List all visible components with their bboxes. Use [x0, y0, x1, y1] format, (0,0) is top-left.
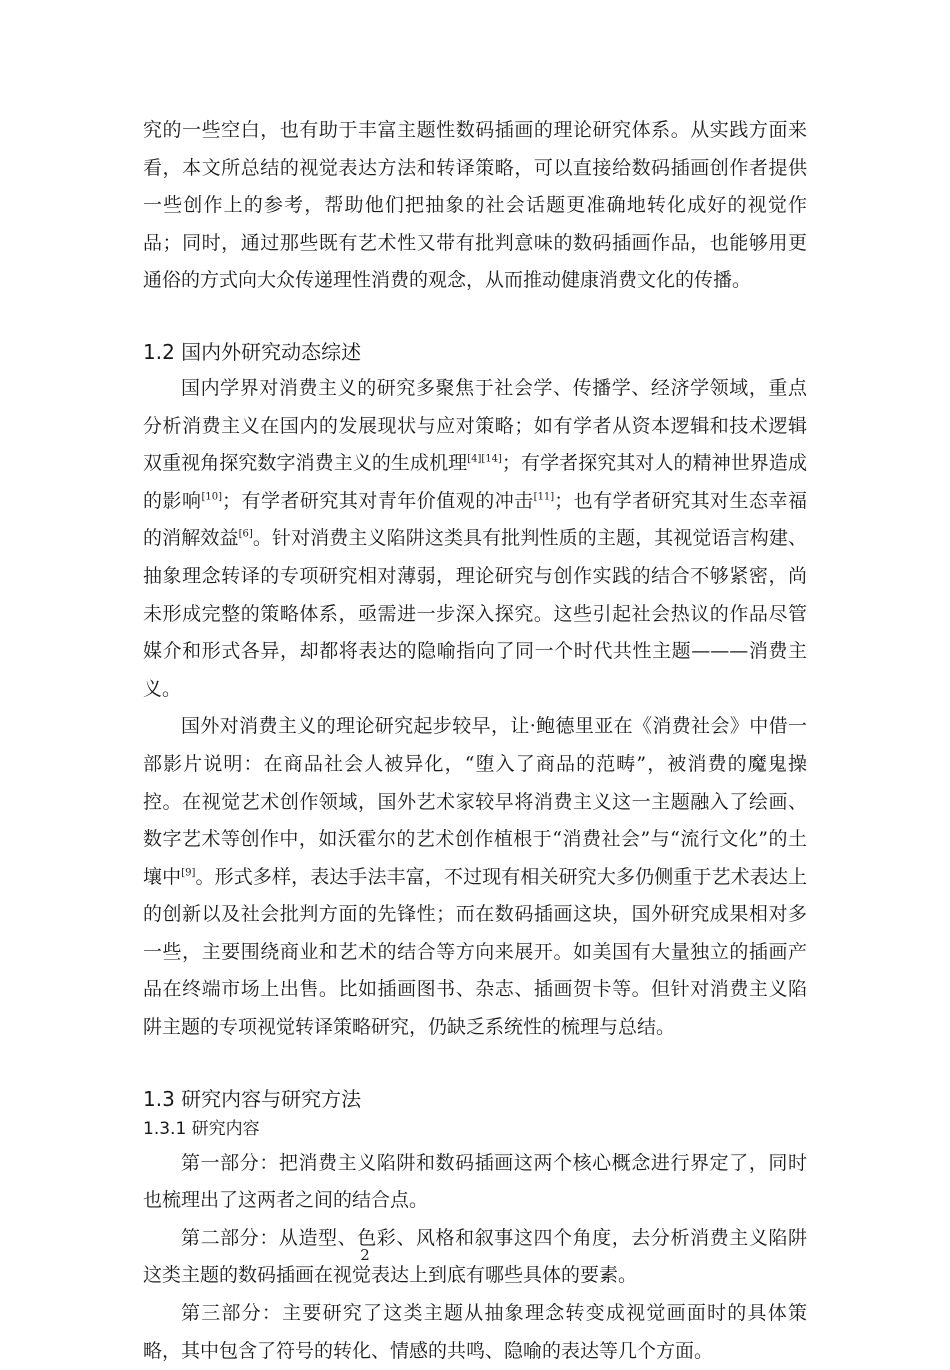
text-run: ；有学者研究其对青年价值观的冲击 — [221, 489, 534, 512]
citation: [9] — [181, 867, 196, 879]
paragraph-part-one: 第一部分：把消费主义陷阱和数码插画这两个核心概念进行界定了，同时也梳理出了这两者之间的结合点。 — [143, 1151, 807, 1212]
text-run: ；有学者探究其对人的精神世界造成的影响 — [143, 452, 807, 512]
text-run: 。针对消费主义陷阱这类具有批判性质的主题，其视觉语言构建、抽象理念转译的专项研究相对薄弱，理论研究与创作实践的结合不够紧密，尚未形成完整的策略体系，亟需进一步深入探究。这些引起社会热议的作品尽管媒介和形式各异，却都将表达的隐喻指向了同一个时代共性主题———消费主义。 — [143, 527, 807, 700]
text-run: 。形式多样，表达手法丰富，不过现有相关研究大多仍侧重于艺术表达上的创新以及社会批判方面的先锋性；而在数码插画这块，国外研究成果相对多一些，主要围绕商业和艺术的结合等方向来展开。如美国有大量独立的插画产品在终端市场上出售。比如插画图书、杂志、插画贺卡等。但针对消费主义陷阱主题的专项视觉转译策略研究，仍缺乏系统性的梳理与总结。 — [143, 865, 807, 1039]
paragraph-domestic-research — [143, 370, 807, 708]
paragraph-part-two: 第二部分：从造型、色彩、风格和叙事这四个角度，去分析消费主义陷阱这类主题的数码插画在视觉表达上到底有哪些具体的要素。 — [143, 1226, 807, 1287]
paragraph-part-three: 第三部分：主要研究了这类主题从抽象理念转变成视觉画面时的具体策略，其中包含了符号的转化、情感的共鸣、隐喻的表达等几个方面。 — [143, 1302, 807, 1362]
text-run: 国外对消费主义的理论研究起步较早，让·鲍德里亚在《消费社会》中借一部影片说明：在商品社会人被异化，“堕入了商品的范畴”，被消费的魔鬼操控。在视觉艺术创作领域，国外艺术家较早将消费主义这一主题融入了绘画、数字艺术等创作中，如沃霍尔的艺术创作植根于“消费社会”与“流行文化”的土壤中 — [143, 715, 807, 888]
section-heading-1-3: 1.3 研究内容与研究方法 — [143, 1086, 362, 1111]
paragraph-foreign-research — [143, 708, 807, 1046]
subsection-heading-1-3-1: 1.3.1 研究内容 — [143, 1118, 260, 1139]
text-run: ；也有学者研究其对生态幸福的消解效益 — [143, 489, 807, 550]
paragraph-continuation: 究的一些空白，也有助于丰富主题性数码插画的理论研究体系。从实践方面来看，本文所总结的视觉表达方法和转译策略，可以直接给数码插画创作者提供一些创作上的参考，帮助他们把抽象的社会话题更准确地转化成好的视觉作品；同时，通过那些既有艺术性又带有批判意味的数码插画作品，也能够用更通俗的方式向大众传递理性消费的观念，从而推动健康消费文化的传播。 — [143, 119, 807, 292]
page-body — [143, 112, 807, 1370]
citation: [6] — [238, 529, 253, 541]
page-number: 2 — [360, 1246, 370, 1264]
spacer — [143, 1047, 807, 1085]
citation: [4][14] — [467, 453, 502, 465]
citation: [11] — [533, 491, 555, 503]
section-heading-1-2: 1.2 国内外研究动态综述 — [143, 339, 362, 364]
text-run: 国内学界对消费主义的研究多聚焦于社会学、传播学、经济学领域，重点分析消费主义在国内的发展现状与应对策略；如有学者从资本逻辑和技术逻辑双重视角探究数字消费主义的生成机理 — [143, 376, 807, 475]
citation: [10] — [201, 491, 222, 503]
spacer — [143, 300, 807, 338]
